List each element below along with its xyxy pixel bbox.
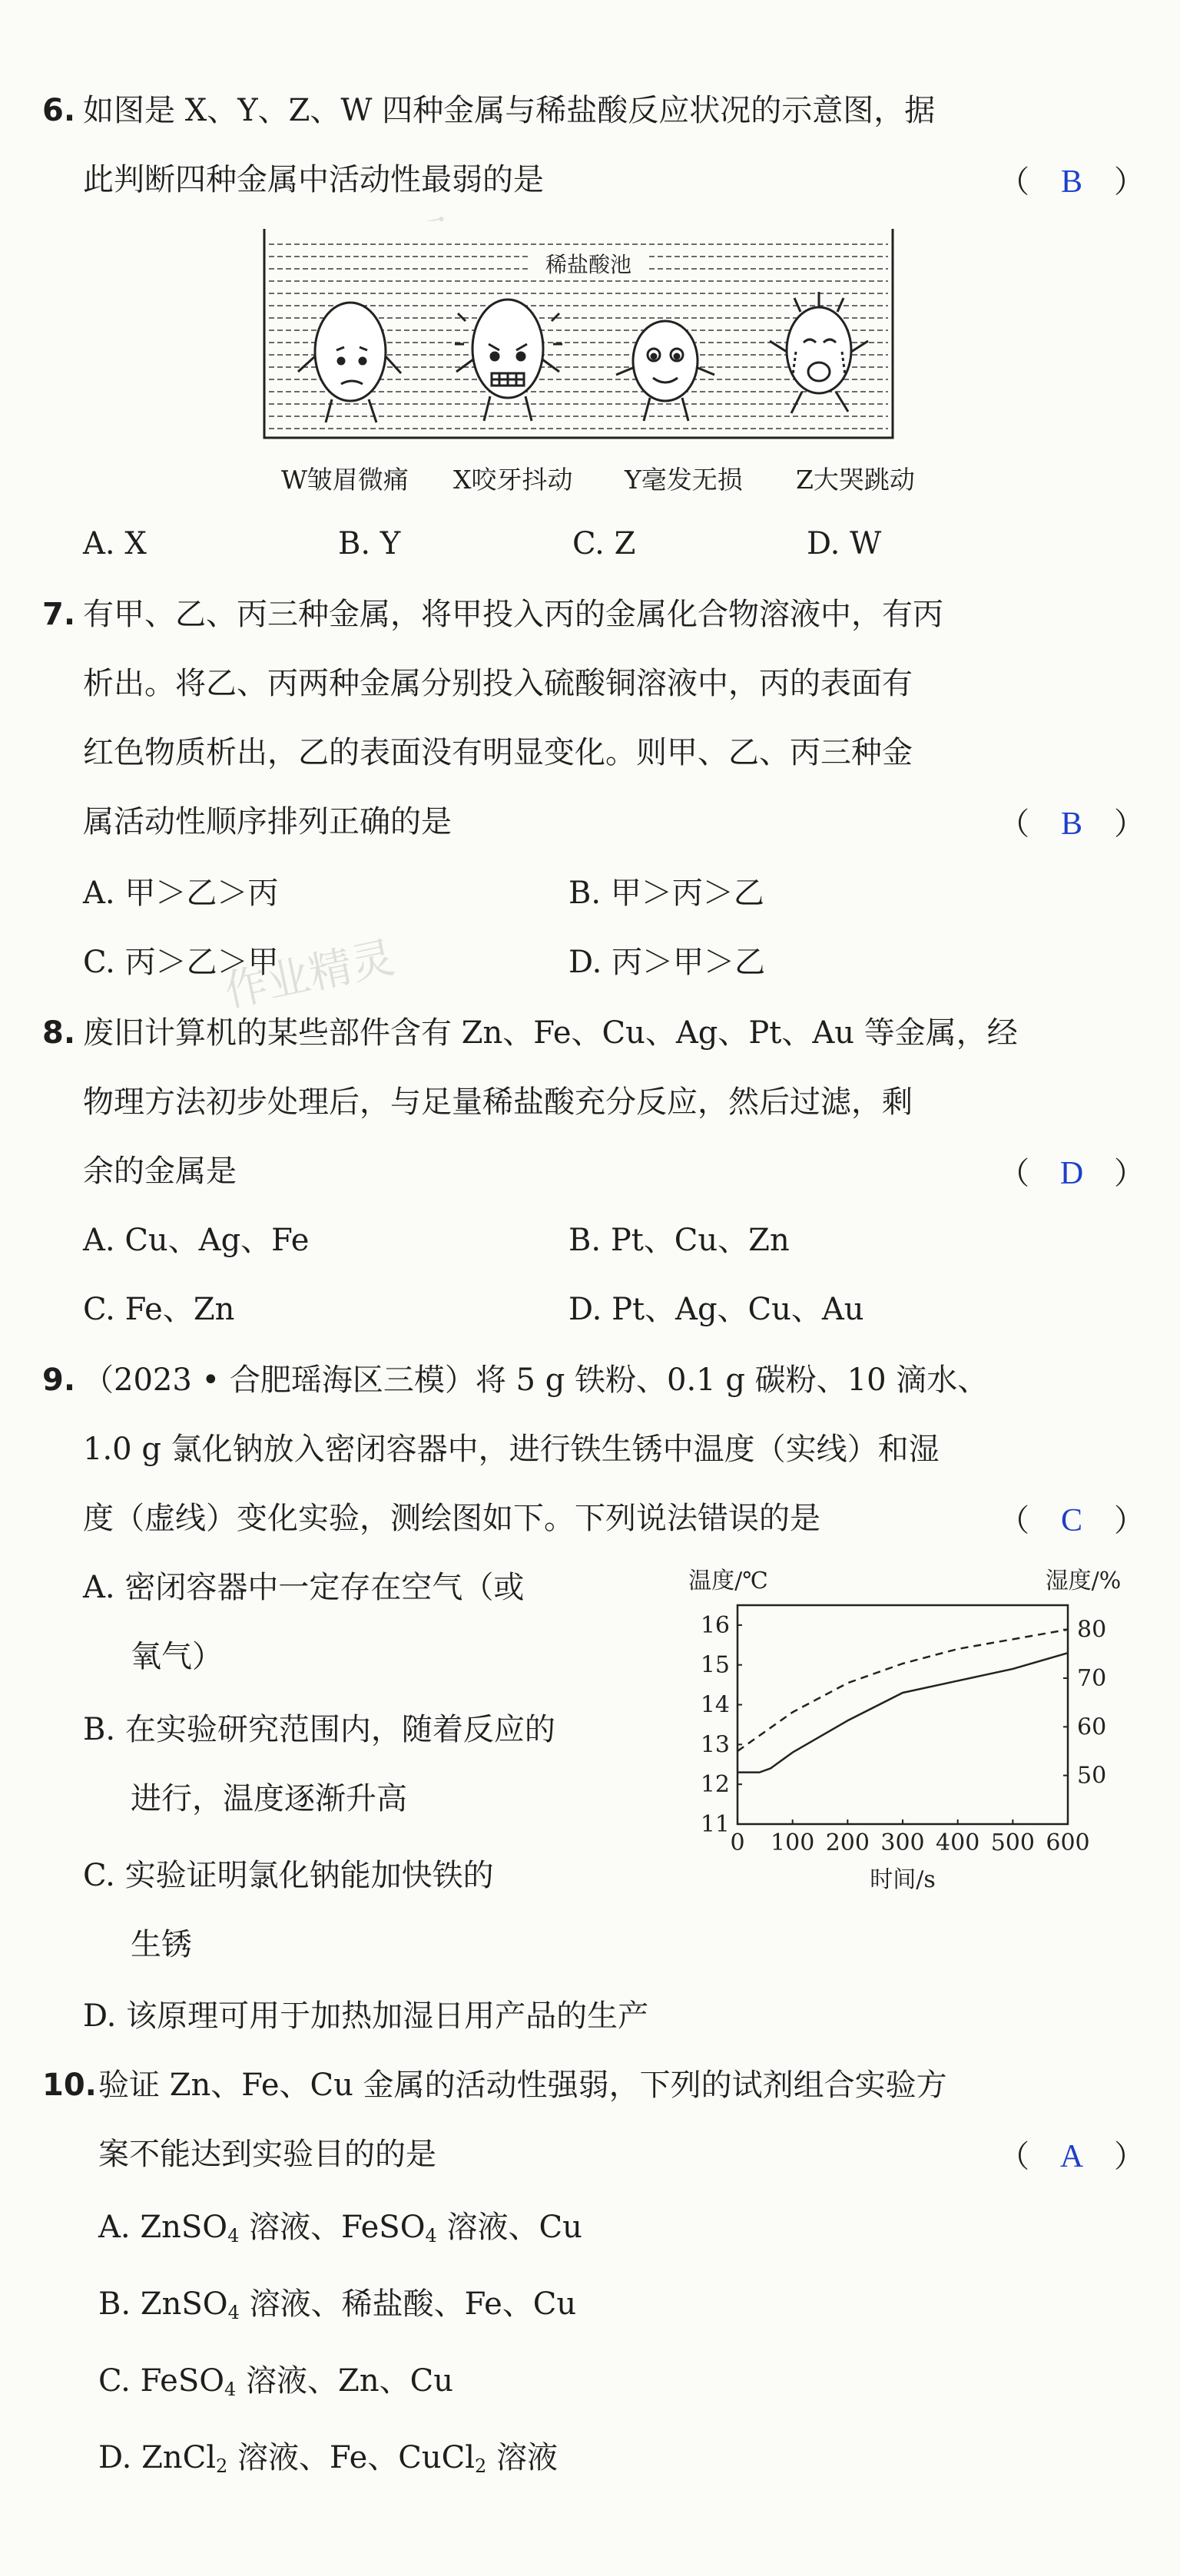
x-tick-label-6: 600 — [1046, 1829, 1090, 1856]
q8-option-c: C. Fe、Zn — [83, 1292, 235, 1327]
q8-option-d: D. Pt、Ag、Cu、Au — [568, 1292, 864, 1327]
q9-option-c-line1: C. 实验证明氯化钠能加快铁的 — [83, 1858, 494, 1893]
q9-option-d: D. 该原理可用于加热加湿日用产品的生产 — [83, 1998, 649, 2034]
q9-option-b-line1: B. 在实验研究范围内，随着反应的 — [83, 1712, 555, 1747]
q8-stem-line2: 物理方法初步处理后，与足量稀盐酸充分反应，然后过滤，剩 — [83, 1084, 913, 1120]
q9-stem-line2: 1.0 g 氯化钠放入密闭容器中，进行铁生锈中温度（实线）和湿 — [83, 1432, 940, 1467]
q6-option-c: C. Z — [572, 526, 636, 561]
y2-tick-label-3: 80 — [1077, 1616, 1107, 1644]
y-tick-label-0: 11 — [700, 1811, 730, 1838]
q6-stem-line2: 此判断四种金属中活动性最弱的是 — [83, 162, 544, 197]
q6-stem-line1: 如图是 X、Y、Z、W 四种金属与稀盐酸反应状况的示意图，据 — [83, 93, 936, 128]
q7-option-c: C. 丙＞乙＞甲 — [83, 945, 279, 980]
x-axis-label: 时间/s — [870, 1866, 936, 1893]
q7-answer-bracket: （ B ） — [999, 806, 1145, 842]
x-tick-label-2: 200 — [825, 1829, 870, 1856]
q7-option-d: D. 丙＞甲＞乙 — [568, 945, 766, 980]
q10-answer-bracket: （ A ） — [999, 2139, 1145, 2174]
q8-stem-line1: 废旧计算机的某些部件含有 Zn、Fe、Cu、Ag、Pt、Au 等金属，经 — [83, 1015, 1018, 1051]
q6-option-b: B. Y — [338, 526, 401, 561]
q7-stem-line2: 析出。将乙、丙两种金属分别投入硫酸铜溶液中，丙的表面有 — [83, 666, 913, 701]
y-tick-label-3: 14 — [700, 1691, 730, 1719]
y2-tick-label-1: 60 — [1077, 1713, 1107, 1741]
q6-number: 6. — [42, 93, 76, 128]
y-tick-label-5: 16 — [700, 1611, 730, 1639]
y-tick-label-2: 13 — [700, 1731, 730, 1759]
temperature-line — [738, 1653, 1068, 1772]
caption-x: X咬牙抖动 — [453, 465, 573, 495]
acid-pool-illustration — [258, 221, 899, 444]
q8-option-b: B. Pt、Cu、Zn — [568, 1223, 790, 1258]
watermark-2: 作业精灵 — [220, 932, 399, 1018]
q7-answer: B — [1060, 806, 1082, 842]
y-axis-label: 温度/℃ — [688, 1568, 768, 1594]
q10-option-d: D. ZnCl$_2$ 溶液、Fe、CuCl$_2$ 溶液 — [98, 2440, 559, 2477]
q8-stem-line3: 余的金属是 — [83, 1154, 237, 1189]
q9-option-a-line2: 氧气） — [131, 1639, 223, 1674]
q7-option-a: A. 甲＞乙＞丙 — [83, 876, 279, 911]
q7-option-b: B. 甲＞丙＞乙 — [568, 876, 764, 911]
pool-label: 稀盐酸池 — [545, 252, 632, 277]
q10-stem-line1: 验证 Zn、Fe、Cu 金属的活动性强弱，下列的试剂组合实验方 — [98, 2068, 947, 2103]
q8-answer: D — [1059, 1156, 1084, 1191]
y-tick-label-4: 15 — [700, 1651, 730, 1679]
humidity-line — [738, 1630, 1068, 1751]
q7-stem-line1: 有甲、乙、丙三种金属，将甲投入丙的金属化合物溶液中，有丙 — [83, 597, 943, 632]
q9-stem-line3: 度（虚线）变化实验，测绘图如下。下列说法错误的是 — [83, 1501, 820, 1536]
caption-y: Y毫发无损 — [625, 465, 743, 495]
q10-option-c: C. FeSO$_4$ 溶液、Zn、Cu — [98, 2363, 453, 2400]
q7-stem-line4: 属活动性顺序排列正确的是 — [83, 804, 452, 839]
q9-number: 9. — [42, 1362, 76, 1398]
q9-answer-bracket: （ C ） — [999, 1503, 1145, 1538]
q9-stem-line1: （2023 • 合肥瑶海区三模）将 5 g 铁粉、0.1 g 碳粉、10 滴水、 — [83, 1362, 989, 1398]
q9-option-b-line2: 进行，温度逐渐升高 — [131, 1781, 407, 1816]
q10-number: 10. — [42, 2068, 97, 2103]
temperature-humidity-chart — [676, 1551, 1137, 1893]
q6-option-a: A. X — [83, 526, 147, 561]
x-tick-label-5: 500 — [990, 1829, 1035, 1856]
q10-option-b: B. ZnSO$_4$ 溶液、稀盐酸、Fe、Cu — [98, 2286, 577, 2323]
q7-number: 7. — [42, 597, 76, 632]
q9-option-c-line2: 生锈 — [131, 1927, 192, 1962]
y2-axis-label: 湿度/% — [1045, 1568, 1122, 1594]
x-tick-label-0: 0 — [730, 1829, 745, 1856]
q6-answer: B — [1060, 164, 1082, 200]
q8-option-a: A. Cu、Ag、Fe — [83, 1223, 310, 1258]
caption-z: Z大哭跳动 — [796, 465, 915, 495]
q8-number: 8. — [42, 1015, 76, 1051]
x-tick-label-4: 400 — [936, 1829, 980, 1856]
y-tick-label-1: 12 — [700, 1771, 730, 1799]
caption-w: W皱眉微痛 — [281, 465, 409, 495]
q7-stem-line3: 红色物质析出，乙的表面没有明显变化。则甲、乙、丙三种金 — [83, 735, 913, 770]
x-tick-label-1: 100 — [771, 1829, 815, 1856]
q10-option-a: A. ZnSO$_4$ 溶液、FeSO$_4$ 溶液、Cu — [98, 2210, 582, 2247]
q6-option-d: D. W — [807, 526, 882, 561]
q8-answer-bracket: （ D ） — [999, 1156, 1145, 1191]
y2-tick-label-0: 50 — [1077, 1762, 1107, 1790]
y2-tick-label-2: 70 — [1077, 1665, 1107, 1692]
q10-answer: A — [1059, 2139, 1084, 2174]
x-tick-label-3: 300 — [880, 1829, 925, 1856]
q10-stem-line2: 案不能达到实验目的的是 — [98, 2137, 436, 2172]
q9-option-a-line1: A. 密闭容器中一定存在空气（或 — [83, 1570, 525, 1605]
q6-answer-bracket: （ B ） — [999, 164, 1145, 200]
q9-answer: C — [1060, 1503, 1082, 1538]
